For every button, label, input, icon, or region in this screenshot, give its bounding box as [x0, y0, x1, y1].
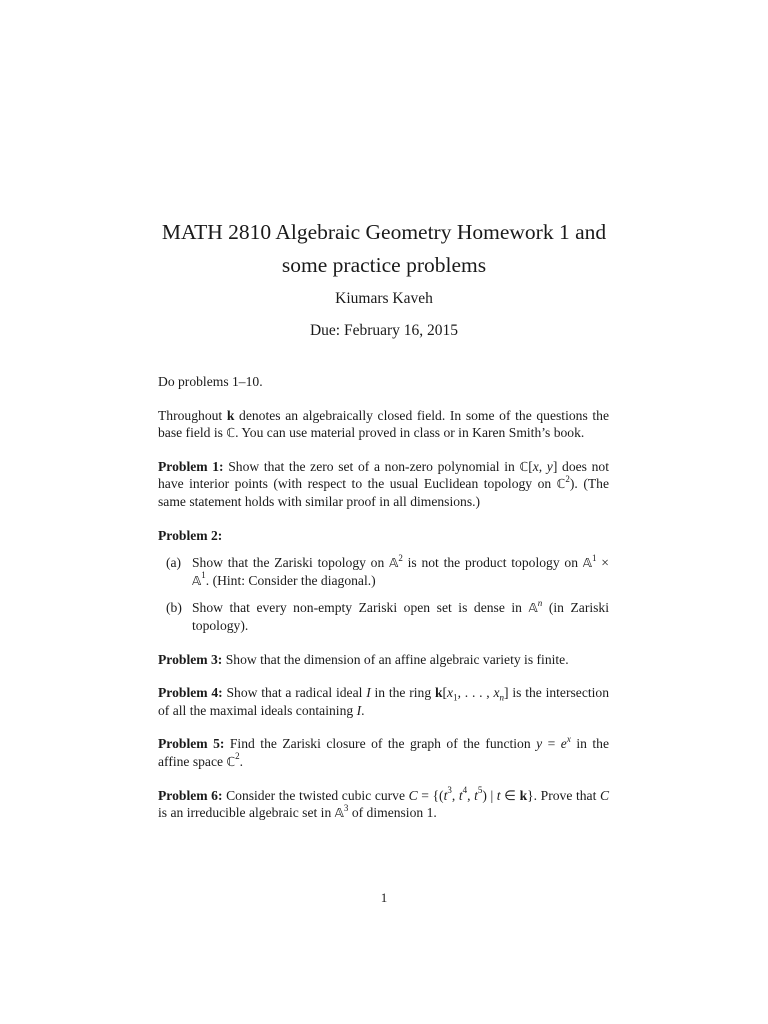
intro-paragraph: Do problems 1–10. — [158, 374, 263, 389]
setup-paragraph: Throughout k denotes an algebraically closed field. In some of the questions the base field is ℂ. You can use material proved in class or in Karen Smith’s book. — [158, 407, 609, 441]
problem-2b: (b) Show that every non-empty Zariski open set is dense in 𝔸$^n$ (in Zariski topology). — [166, 597, 609, 633]
problem-1: Problem 1: Show that the zero set of a non-zero polynomial in ℂ[x, y] does not have interior points (with respect to the usual Euclidean topology on ℂ$^2$). (The same statement holds with similar proof in all dimensions.) — [158, 458, 609, 509]
document-title — [120, 216, 648, 282]
problem-4: Problem 4: Show that a radical ideal I in the ring $k[x_1$, . . . , $x_n$] is the intersection of all the maximal ideals containing I. — [158, 685, 609, 718]
problem-6: Problem 6: Consider the twisted cubic curve $C = \{(t^3$, $t^4$, $t^5$) | t ∈ k}. Prove that C is an irreducible algebraic set in 𝔸$^3$ of dimension 1. — [158, 784, 610, 821]
problem-1-label: Problem 1: — [158, 458, 224, 474]
problem-2 — [158, 527, 609, 545]
problem-6-label: Problem 6: — [158, 787, 223, 803]
title-line-2: some practice problems — [281, 253, 487, 277]
problem-3-label: Problem 3: — [158, 651, 223, 667]
problem-2a-label: (a) — [166, 555, 182, 571]
problem-5: Problem 5: Find the Zariski closure of the graph of the function $y = e^x$ in the affine space ℂ$^2$. — [158, 733, 609, 769]
document-body — [158, 373, 609, 838]
due-date: Due: February 16, 2015 — [309, 322, 459, 339]
problem-3-text: Show that the dimension of an affine algebraic variety is finite. — [225, 651, 569, 667]
title-line-1: MATH 2810 Algebraic Geometry Homework 1 and — [161, 220, 607, 244]
page-number: 1 — [380, 890, 388, 905]
author: Kiumars Kaveh — [335, 290, 433, 307]
problem-2-parts — [158, 554, 609, 634]
problem-2a: (a) Show that the Zariski topology on 𝔸$^2$ is not the product topology on 𝔸$^1$ × 𝔸$^1$. (Hint: Consider the diagonal.) — [166, 552, 609, 588]
problem-4-label: Problem 4: — [158, 685, 223, 701]
problem-3 — [158, 651, 609, 669]
problem-5-label: Problem 5: — [158, 736, 225, 752]
problem-2b-label: (b) — [166, 600, 182, 616]
problem-2-label: Problem 2: — [158, 527, 223, 543]
